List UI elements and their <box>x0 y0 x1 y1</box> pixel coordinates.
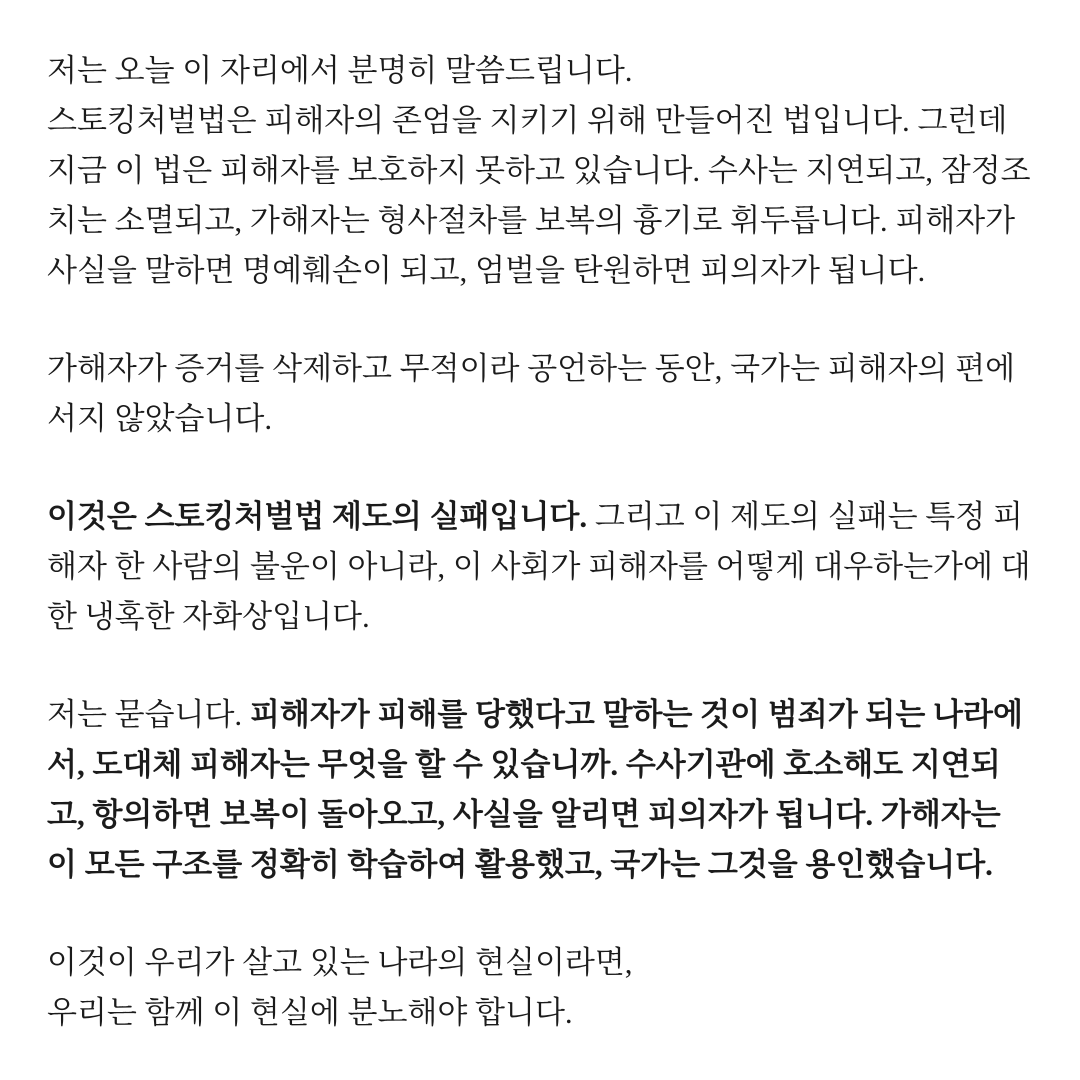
paragraph-closing-line-2: 우리는 함께 이 현실에 분노해야 합니다. <box>47 995 573 1030</box>
paragraph-closing-line-1: 이것이 우리가 살고 있는 나라의 현실이라면, <box>47 945 633 980</box>
paragraph-system-failure-body: 그리고 이 제도의 실패는 특정 피해자 한 사람의 불운이 아니라, 이 사회가 피해자를 어떻게 대우하는가에 대한 냉혹한 자화상입니다. <box>47 499 1031 634</box>
paragraph-system-failure-emphasis: 이것은 스토킹처벌법 제도의 실패입니다. <box>47 499 588 534</box>
paragraph-intro-body: 스토킹처벌법은 피해자의 존엄을 지키기 위해 만들어진 법입니다. 그런데 지금 이 법은 피해자를 보호하지 못하고 있습니다. 수사는 지연되고, 잠정조치는 소멸되고, 가해자는 형사절차를 보복의 흉기로 휘두릅니다. 피해자가 사실을 말하면 명예훼손이 되고, 엄벌을 탄원하면 피의자가 됩니다. <box>47 103 1031 288</box>
paragraph-closing <box>47 938 1033 1038</box>
paragraph-question-emphasis: 피해자가 피해를 당했다고 말하는 것이 범죄가 되는 나라에서, 도대체 피해자는 무엇을 할 수 있습니까. 수사기관에 호소해도 지연되고, 항의하면 보복이 돌아오고, 사실을 알리면 피의자가 됩니다. 가해자는 이 모든 구조를 정확히 학습하여 활용했고, 국가는 그것을 용인했습니다. <box>47 697 1023 882</box>
paragraph-system-failure <box>47 492 1033 642</box>
paragraph-state-failure <box>47 344 1033 444</box>
paragraph-state-failure-body: 가해자가 증거를 삭제하고 무적이라 공언하는 동안, 국가는 피해자의 편에 서지 않았습니다. <box>47 351 1016 436</box>
paragraph-question <box>47 690 1033 890</box>
paragraph-intro <box>47 46 1033 296</box>
paragraph-question-lead: 저는 묻습니다. <box>47 697 243 732</box>
paragraph-intro-opening-line: 저는 오늘 이 자리에서 분명히 말씀드립니다. <box>47 53 633 88</box>
